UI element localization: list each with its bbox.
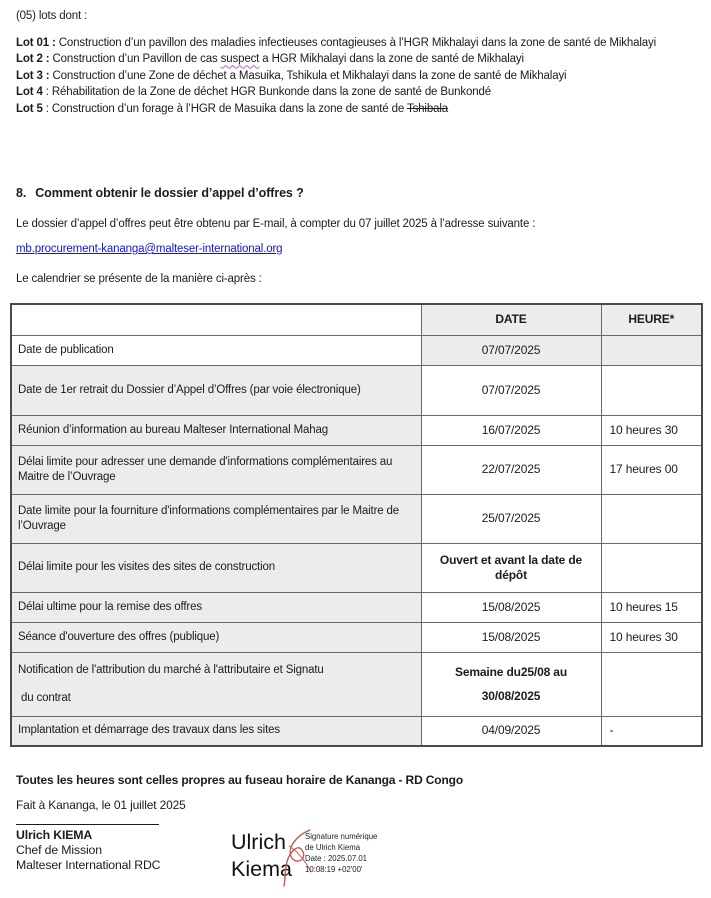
table-row bbox=[11, 592, 702, 622]
printed-signature-line1: Ulrich bbox=[231, 830, 286, 854]
row-label-line1: Notification de l'attribution du marché à l'attributaire et Signatu bbox=[18, 663, 324, 676]
lot-item-1 bbox=[16, 35, 692, 51]
column-header-heure: HEURE* bbox=[601, 304, 702, 335]
row-date-cell: 07/07/2025 bbox=[421, 335, 601, 365]
lot-item-5 bbox=[16, 101, 692, 117]
section-title: Comment obtenir le dossier d’appel d’offres ? bbox=[35, 186, 304, 200]
email-intro-text: Le dossier d’appel d’offres peut être obtenu par E-mail, à compter du 07 juillet 2025 à l’adresse suivante : bbox=[16, 218, 536, 230]
lot-label: Lot 3 : bbox=[16, 69, 50, 82]
lot-label: Lot 4 bbox=[16, 86, 43, 99]
lot-label: Lot 01 : bbox=[16, 37, 56, 49]
digital-signature-line3: Date : 2025.07.01 bbox=[305, 854, 367, 863]
row-heure-cell bbox=[601, 652, 702, 716]
place-date-line: Fait à Kananga, le 01 juillet 2025 bbox=[16, 798, 186, 812]
row-heure-cell: - bbox=[601, 716, 702, 746]
lot-item-2 bbox=[16, 51, 692, 67]
row-label-cell: Date de publication bbox=[11, 335, 421, 365]
lot-item-3 bbox=[16, 68, 692, 84]
table-row bbox=[11, 716, 702, 746]
row-date-cell: 25/07/2025 bbox=[421, 494, 601, 543]
digital-signature-text bbox=[305, 831, 377, 875]
calendar-intro-text: Le calendrier se présente de la manière ci-après : bbox=[16, 273, 262, 285]
misspelled-word: suspect bbox=[220, 53, 260, 66]
lot-label: Lot 2 : bbox=[16, 53, 50, 66]
row-date-cell: Semaine du25/08 au 30/08/2025 bbox=[421, 652, 601, 716]
column-header-date: DATE bbox=[421, 304, 601, 335]
row-label-cell bbox=[11, 652, 421, 716]
signatory-role: Chef de Mission bbox=[16, 843, 102, 858]
row-label-cell: Délai limite pour adresser une demande d'informations complémentaires au Maitre de l’Ouvrage bbox=[11, 445, 421, 494]
table-row bbox=[11, 415, 702, 445]
row-date-cell: 15/08/2025 bbox=[421, 592, 601, 622]
lots-count-line: (05) lots dont : bbox=[16, 10, 88, 22]
lot-text: : Réhabilitation de la Zone de déchet HGR Bunkonde dans la zone de santé de Bunkondé bbox=[42, 86, 491, 99]
schedule-table bbox=[10, 303, 703, 747]
signatory-block bbox=[16, 824, 160, 874]
row-heure-cell: 10 heures 30 bbox=[601, 622, 702, 652]
row-label-cell: Réunion d’information au bureau Malteser International Mahag bbox=[11, 415, 421, 445]
section-heading bbox=[16, 186, 304, 200]
header-empty-cell bbox=[11, 304, 421, 335]
row-date-cell: Ouvert et avant la date de dépôt bbox=[421, 543, 601, 592]
row-label-cell: Implantation et démarrage des travaux dans les sites bbox=[11, 716, 421, 746]
lot-label: Lot 5 bbox=[16, 102, 43, 115]
lot-text: Construction d’un pavillon des maladies infectieuses contagieuses à l’HGR Mikhalayi dans la zone de santé de Mikhalayi bbox=[55, 37, 656, 49]
row-date-cell: 22/07/2025 bbox=[421, 445, 601, 494]
row-heure-cell bbox=[601, 335, 702, 365]
table-header-row bbox=[11, 304, 702, 335]
row-heure-cell bbox=[601, 494, 702, 543]
schedule-table-wrap bbox=[10, 303, 703, 747]
timezone-note: Toutes les heures sont celles propres au fuseau horaire de Kananga - RD Congo bbox=[16, 773, 463, 787]
signatory-org: Malteser International RDC bbox=[16, 858, 161, 873]
digital-signature-line1: Signature numérique bbox=[305, 832, 378, 841]
row-label-cell: Séance d'ouverture des offres (publique) bbox=[11, 622, 421, 652]
printed-signature-line2: Kiema bbox=[231, 857, 292, 881]
row-heure-cell: 10 heures 15 bbox=[601, 592, 702, 622]
signatory-name: Ulrich KIEMA bbox=[16, 828, 93, 842]
table-row bbox=[11, 365, 702, 415]
row-heure-cell: 10 heures 30 bbox=[601, 415, 702, 445]
row-label-cell: Délai limite pour les visites des sites de construction bbox=[11, 543, 421, 592]
lot-text: Construction d’une Zone de déchet a Masuika, Tshikula et Mikhalayi dans la zone de santé de Mikhalayi bbox=[49, 69, 567, 82]
lot-text: : Construction d’un forage à l’HGR de Masuika dans la zone de santé de bbox=[42, 102, 407, 115]
signature-line bbox=[16, 824, 159, 825]
row-heure-cell bbox=[601, 365, 702, 415]
row-label-cell: Délai ultime pour la remise des offres bbox=[11, 592, 421, 622]
email-link[interactable]: mb.procurement-kananga@malteser-international.org bbox=[16, 243, 283, 255]
section-number: 8. bbox=[16, 186, 27, 200]
row-date-cell: 07/07/2025 bbox=[421, 365, 601, 415]
table-row bbox=[11, 335, 702, 365]
lot-item-4 bbox=[16, 84, 692, 100]
digital-signature-line4: 10:08:19 +02'00' bbox=[305, 865, 363, 874]
lots-list bbox=[16, 35, 692, 117]
lot-text: a HGR Mikhalayi dans la zone de santé de Mikhalayi bbox=[259, 53, 524, 66]
struck-word: Tshibala bbox=[406, 102, 448, 115]
row-heure-cell bbox=[601, 543, 702, 592]
digital-signature-line2: de Ulrich Kiema bbox=[305, 843, 361, 852]
row-label-line2: du contrat bbox=[21, 691, 71, 704]
table-row bbox=[11, 445, 702, 494]
row-label-cell: Date de 1er retrait du Dossier d’Appel d’Offres (par voie électronique) bbox=[11, 365, 421, 415]
lot-text: Construction d’un Pavillon de cas bbox=[49, 53, 221, 66]
row-date-cell: 15/08/2025 bbox=[421, 622, 601, 652]
row-date-cell: 04/09/2025 bbox=[421, 716, 601, 746]
table-row bbox=[11, 543, 702, 592]
row-heure-cell: 17 heures 00 bbox=[601, 445, 702, 494]
table-row bbox=[11, 494, 702, 543]
table-row bbox=[11, 652, 702, 716]
row-label-cell: Date limite pour la fourniture d'informations complémentaires par le Maitre de l’Ouvrage bbox=[11, 494, 421, 543]
row-date-cell: 16/07/2025 bbox=[421, 415, 601, 445]
table-row bbox=[11, 622, 702, 652]
